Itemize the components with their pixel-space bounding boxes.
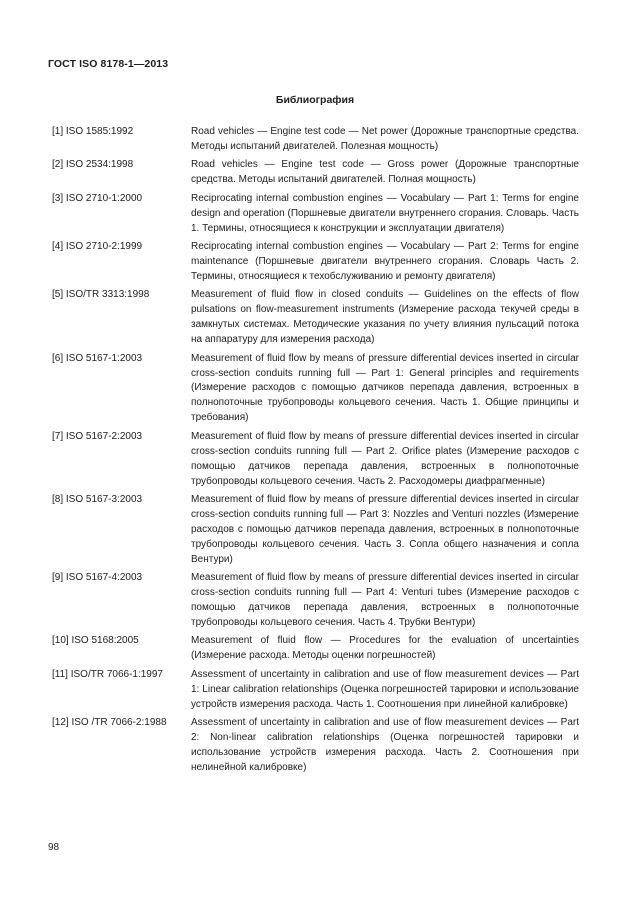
bibliography-entry xyxy=(52,493,582,568)
entry-reference: [5] ISO/TR 3313:1998 xyxy=(52,289,150,301)
entry-description: Measurement of fluid flow by means of pressure differential devices inserted in circular cross-section conduits running full — Part 4: Venturi tubes (Измерение расходов с помощью датчиков перепада давления, встроенных в полнопоточные трубопроводы кольцевого сечения. Часть 4. Трубки Вентури) xyxy=(191,572,579,628)
entry-reference: [8] ISO 5167-3:2003 xyxy=(52,494,143,505)
bibliography-entry xyxy=(52,158,582,188)
bibliography-entry xyxy=(52,668,582,713)
entry-reference: [9] ISO 5167-4:2003 xyxy=(52,572,143,584)
bibliography-entry xyxy=(52,430,582,490)
entry-description: Reciprocating internal combustion engines — Vocabulary — Part 1: Terms for engine design and operation (Поршневые двигатели внутреннего сгорания. Словарь. Часть 1. Термины, относящиеся к конструкции и эксплуатации двигателя) xyxy=(191,192,579,234)
entry-reference: [2] ISO 2534:1998 xyxy=(52,159,134,171)
entry-description: Measurement of fluid flow in closed conduits — Guidelines on the effects of flow pulsations on flow-measurement instruments (Измерение расхода текучей среды в замкнутых системах. Методические указания по учету влияния пульсаций потока на аппаратуру для измерения расхода) xyxy=(191,289,579,346)
bibliography-entry xyxy=(52,240,582,285)
entry-description: Measurement of fluid flow — Procedures for the evaluation of uncertainties (Измерение расхода. Методы оценки погрешностей) xyxy=(191,635,579,662)
page-number: 98 xyxy=(48,842,60,853)
entry-description: Road vehicles — Engine test code — Gross power (Дорожные транспортные средства. Методы испытаний двигателей. Полная мощность) xyxy=(191,159,579,186)
bibliography-list xyxy=(52,125,582,779)
entry-description: Measurement of fluid flow by means of pressure differential devices inserted in circular cross-section conduits running full — Part 2. Orifice plates (Измерение расходов с помощью датчиков перепада давления, встроенных в полнопоточные трубопроводы кольцевого сечения. Часть 2. Расходомеры диафрагменные) xyxy=(191,430,579,487)
entry-reference: [3] ISO 2710-1:2000 xyxy=(52,192,143,204)
entry-reference: [7] ISO 5167-2:2003 xyxy=(52,430,143,442)
entry-description: Assessment of uncertainty in calibration and use of flow measurement devices — Part 2: Non-linear calibration relationships (Оценка погрешностей тарировки и использование устройств измерения расхода. Часть 2. Соотношения при нелинейной калибровке) xyxy=(191,717,579,773)
bibliography-entry xyxy=(52,634,582,664)
bibliography-entry xyxy=(52,352,582,427)
entry-description: Road vehicles — Engine test code — Net power (Дорожные транспортные средства. Методы испытаний двигателей. Полезная мощность) xyxy=(191,126,579,152)
entry-description: Measurement of fluid flow by means of pressure differential devices inserted in circular cross-section conduits running full — Part 1: General principles and requirements (Измерение расходов с помощью датчиков перепада давления, встроенных в полнопоточные трубопроводы кольцевого сечения. Часть 1. Общие принципы и требования) xyxy=(191,352,579,424)
entry-description: Measurement of fluid flow by means of pressure differential devices inserted in circular cross-section conduits running full — Part 3: Nozzles and Venturi nozzles (Измерение расходов с помощью датчиков перепада давления, встроенных в полнопоточные трубопроводы кольцевого сечения. Часть 3. Сопла общего назначения и сопла Вентури) xyxy=(191,494,579,565)
entry-reference: [10] ISO 5168:2005 xyxy=(52,635,139,647)
entry-reference: [4] ISO 2710-2:1999 xyxy=(52,241,143,253)
entry-reference: [12] ISO /TR 7066-2:1988 xyxy=(52,717,167,729)
bibliography-entry xyxy=(52,125,582,155)
page-title: Библиография xyxy=(275,94,355,106)
entry-reference: [6] ISO 5167-1:2003 xyxy=(52,352,143,364)
entry-reference: [11] ISO/TR 7066-1:1997 xyxy=(52,668,163,680)
bibliography-entry xyxy=(52,192,582,237)
entry-reference: [1] ISO 1585:1992 xyxy=(52,126,134,137)
bibliography-entry xyxy=(52,288,582,348)
entry-description: Assessment of uncertainty in calibration and use of flow measurement devices — Part 1: Linear calibration relationships (Оценка погрешностей тарировки и использование устройств измерения расхода. Часть 1. Соотношения при линейной калибровке) xyxy=(191,668,579,710)
document-header: ГОСТ ISO 8178-1—2013 xyxy=(48,58,169,70)
bibliography-entry xyxy=(52,571,582,631)
entry-description: Reciprocating internal combustion engines — Vocabulary — Part 2: Terms for engine maintenance (Поршневые двигатели внутреннего сгорания. Словарь Часть 2. Термины, относящиеся к техобслуживанию и ремонту двигателя) xyxy=(191,241,579,282)
bibliography-entry xyxy=(52,716,582,776)
